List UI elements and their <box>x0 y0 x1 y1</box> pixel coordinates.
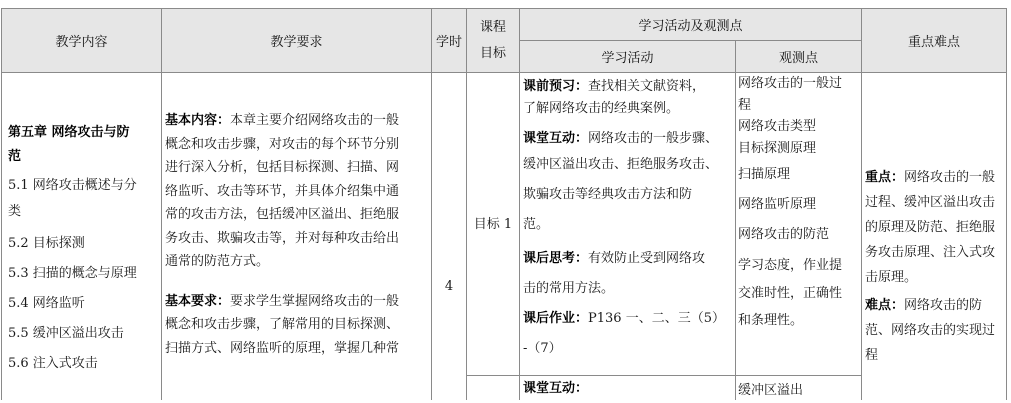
hours-value: 4 <box>444 279 454 294</box>
header-goal-line2: 目标 <box>479 45 506 61</box>
observation-line: 网络监听原理 <box>738 197 817 212</box>
diff-label: 难点： <box>865 298 905 313</box>
header-activity-group <box>520 9 861 40</box>
row-divider <box>466 375 861 376</box>
header-keypoints <box>862 9 1006 72</box>
class-label: 课堂互动： <box>523 131 589 146</box>
observation-line: 程 <box>738 97 752 113</box>
basic-content-line: 务攻击、欺骗攻击等，并对每种攻击给出 <box>165 230 400 246</box>
content-item: 5.4 网络监听 <box>8 296 85 311</box>
preview-line: 课前预习：查找相关文献资料， <box>523 79 706 94</box>
diff-line: 难点：网络攻击的防 <box>865 298 983 313</box>
class-line: 范。 <box>523 217 550 232</box>
observation-cell <box>738 73 860 335</box>
basic-req-line: 基本要求：要求学生掌握网络攻击的一般 <box>165 293 400 309</box>
observation-line: 网络攻击的防范 <box>738 227 830 242</box>
class-line: 课堂互动：网络攻击的一般步骤、 <box>523 131 719 146</box>
observation-line: 扫描原理 <box>738 167 791 182</box>
basic-content-label: 基本内容： <box>165 113 231 128</box>
content-cell <box>8 121 160 379</box>
think-label: 课后思考： <box>523 251 589 266</box>
basic-content-line: 进行深入分析，包括目标探测、扫描、网 <box>165 160 400 175</box>
diff-line: 范、网络攻击的实现过 <box>865 323 996 338</box>
requirement-cell <box>165 109 429 360</box>
basic-content-line: 通常的防范方式。 <box>165 254 270 269</box>
header-hours <box>432 9 466 72</box>
basic-req-line: 扫描方式、网络监听的原理，掌握几种常 <box>165 340 400 356</box>
homework-label: 课后作业： <box>523 311 589 326</box>
basic-content-line: 基本内容：本章主要介绍网络攻击的一般 <box>165 113 400 128</box>
observation-line: 目标探测原理 <box>738 140 817 156</box>
key-line: 重点：网络攻击的一般 <box>865 170 996 185</box>
header-content-text: 教学内容 <box>55 35 108 50</box>
activity-cell <box>523 76 733 364</box>
content-item: 5.6 注入式攻击 <box>8 356 98 371</box>
observation-line: 交准时性，正确性 <box>738 286 843 301</box>
col-border <box>735 40 736 400</box>
key-line: 的原理及防范、拒绝服 <box>865 220 996 235</box>
key-label: 重点： <box>865 170 905 185</box>
header-activity-text: 学习活动 <box>601 51 654 66</box>
basic-content-line: 概念和攻击步骤，对攻击的每个环节分别 <box>165 136 400 152</box>
basic-req-label: 基本要求： <box>165 293 231 309</box>
class-line: 欺骗攻击等经典攻击方法和防 <box>523 187 693 202</box>
chapter-title: 第五章 网络攻击与防 <box>8 125 130 140</box>
observation-next-line: 缓冲区溢出 <box>738 383 804 398</box>
observation-line: 和条理性。 <box>738 313 804 328</box>
content-item: 5.2 目标探测 <box>8 236 85 251</box>
chapter-title-cont: 范 <box>8 149 22 164</box>
content-item: 类 <box>8 204 22 219</box>
observation-line: 网络攻击的一般过 <box>738 76 843 91</box>
next-class-label: 课堂互动： <box>523 381 589 396</box>
preview-label: 课前预习： <box>523 79 589 94</box>
key-line: 过程、缓冲区溢出攻击 <box>865 195 996 210</box>
think-line: 击的常用方法。 <box>523 281 615 296</box>
basic-content-line: 络监听、攻击等环节，并具体介绍集中通 <box>165 183 400 199</box>
header-requirement <box>162 9 431 72</box>
homework-line: -（7） <box>523 341 562 356</box>
key-line: 务攻击原理、注入式攻 <box>865 245 996 260</box>
content-item: 5.5 缓冲区溢出攻击 <box>8 326 124 341</box>
homework-line: 课后作业：P136 一、二、三（5） <box>523 311 725 326</box>
header-hours-text: 学时 <box>435 35 462 50</box>
header-content <box>2 9 161 72</box>
col-border <box>1006 8 1007 400</box>
header-activity-group-text: 学习活动及观测点 <box>638 19 743 34</box>
content-item: 5.1 网络攻击概述与分 <box>8 178 137 193</box>
keypoints-cell <box>865 165 1005 368</box>
header-observation <box>736 41 861 72</box>
basic-content-line: 常的攻击方法，包括缓冲区溢出、拒绝服 <box>165 207 400 222</box>
basic-req-line: 概念和攻击步骤，了解常用的目标探测、 <box>165 317 400 332</box>
header-goal <box>467 9 519 72</box>
observation-line: 网络攻击类型 <box>738 119 817 134</box>
think-line: 课后思考：有效防止受到网络攻 <box>523 251 706 266</box>
preview-line: 了解网络攻击的经典案例。 <box>523 101 680 116</box>
header-goal-line1: 课程 <box>479 19 506 35</box>
header-requirement-text: 教学要求 <box>270 35 323 50</box>
goal-value: 目标 1 <box>473 217 513 232</box>
header-keypoints-text: 重点难点 <box>907 35 960 50</box>
header-activity <box>520 41 735 72</box>
class-line: 缓冲区溢出攻击、拒绝服务攻击、 <box>523 157 719 172</box>
content-item: 5.3 扫描的概念与原理 <box>8 266 137 281</box>
header-observation-text: 观测点 <box>778 51 818 66</box>
diff-line: 程 <box>865 348 879 363</box>
observation-line: 学习态度，作业提 <box>738 258 843 273</box>
key-line: 击原理。 <box>865 270 918 285</box>
